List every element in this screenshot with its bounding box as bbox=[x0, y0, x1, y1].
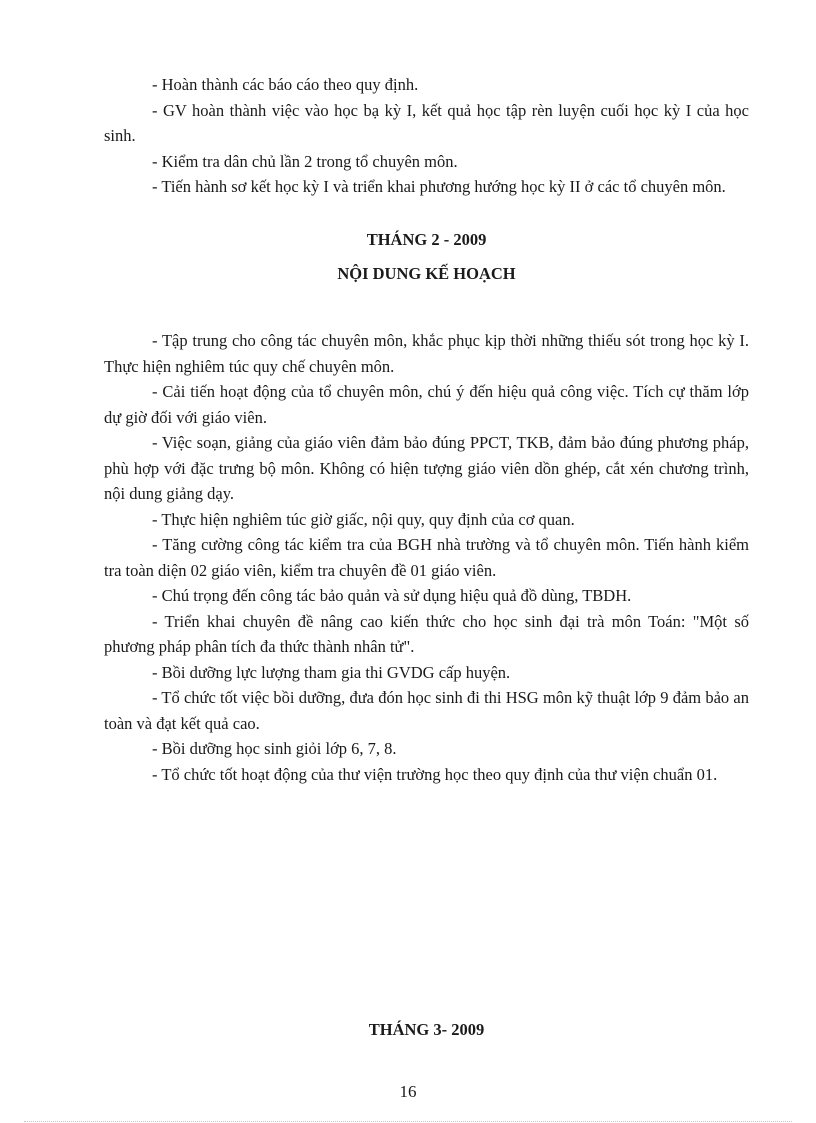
paragraph-reports: - Hoàn thành các báo cáo theo quy định. bbox=[152, 75, 419, 94]
paragraph-teacher-contest: - Bồi dưỡng lực lượng tham gia thi GVDG cấp huyện. bbox=[152, 662, 511, 682]
plan-section bbox=[104, 328, 749, 787]
paragraph-lesson-planning: - Việc soạn, giảng của giáo viên đảm bảo đúng PPCT, TKB, đảm bảo đúng phương pháp, phù hợp với đặc trưng bộ môn. Không có hiện tượng giáo viên dồn ghép, cắt xén chương trình, nội dung giảng dạy. bbox=[104, 433, 749, 503]
paragraph-report-cards: - GV hoàn thành việc vào học bạ kỳ I, kết quả học tập rèn luyện cuối học kỳ I của học sinh. bbox=[104, 100, 749, 145]
paragraph-focus-expertise: - Tập trung cho công tác chuyên môn, khắc phục kịp thời những thiếu sót trong học kỳ I. Thực hiện nghiêm túc quy chế chuyên môn. bbox=[104, 331, 749, 376]
paragraph-improve-group: - Cải tiến hoạt động của tổ chuyên môn, chú ý đến hiệu quả công việc. Tích cự thăm lớp dự giờ đối với giáo viên. bbox=[104, 382, 749, 427]
paragraph-democracy-check: - Kiểm tra dân chủ lần 2 trong tổ chuyên môn. bbox=[152, 151, 458, 171]
paragraph-discipline: - Thực hiện nghiêm túc giờ giấc, nội quy, quy định của cơ quan. bbox=[152, 509, 575, 529]
paragraph-student-exam: - Tổ chức tốt việc bồi dưỡng, đưa đón học sinh đi thi HSG môn kỹ thuật lớp 9 đảm bảo an toàn và đạt kết quả cao. bbox=[104, 688, 749, 733]
plan-content-heading: NỘI DUNG KẾ HOẠCH bbox=[337, 264, 516, 283]
top-section bbox=[104, 72, 749, 200]
page-number: 16 bbox=[399, 1082, 417, 1101]
month-heading-march: THÁNG 3- 2009 bbox=[368, 1020, 485, 1039]
paragraph-math-topic: - Triển khai chuyên đề nâng cao kiến thức cho học sinh đại trà môn Toán: "Một số phương pháp phân tích đa thức thành nhân tử". bbox=[104, 611, 749, 656]
paragraph-equipment: - Chú trọng đến công tác bảo quản và sử dụng hiệu quả đồ dùng, TBDH. bbox=[152, 586, 632, 605]
paragraph-library: - Tổ chức tốt hoạt động của thư viện trường học theo quy định của thư viện chuẩn 01. bbox=[152, 764, 718, 784]
paragraph-gifted-students: - Bồi dưỡng học sinh giỏi lớp 6, 7, 8. bbox=[152, 739, 397, 758]
month-heading-february: THÁNG 2 - 2009 bbox=[366, 230, 487, 249]
page-bottom-divider bbox=[24, 1121, 792, 1122]
paragraph-inspection: - Tăng cường công tác kiểm tra của BGH nhà trường và tổ chuyên môn. Tiến hành kiểm tra toàn diện 02 giáo viên, kiểm tra chuyên đề 01 giáo viên. bbox=[104, 535, 749, 580]
paragraph-semester-review: - Tiến hành sơ kết học kỳ I và triển khai phương hướng học kỳ II ở các tổ chuyên môn. bbox=[152, 177, 726, 196]
